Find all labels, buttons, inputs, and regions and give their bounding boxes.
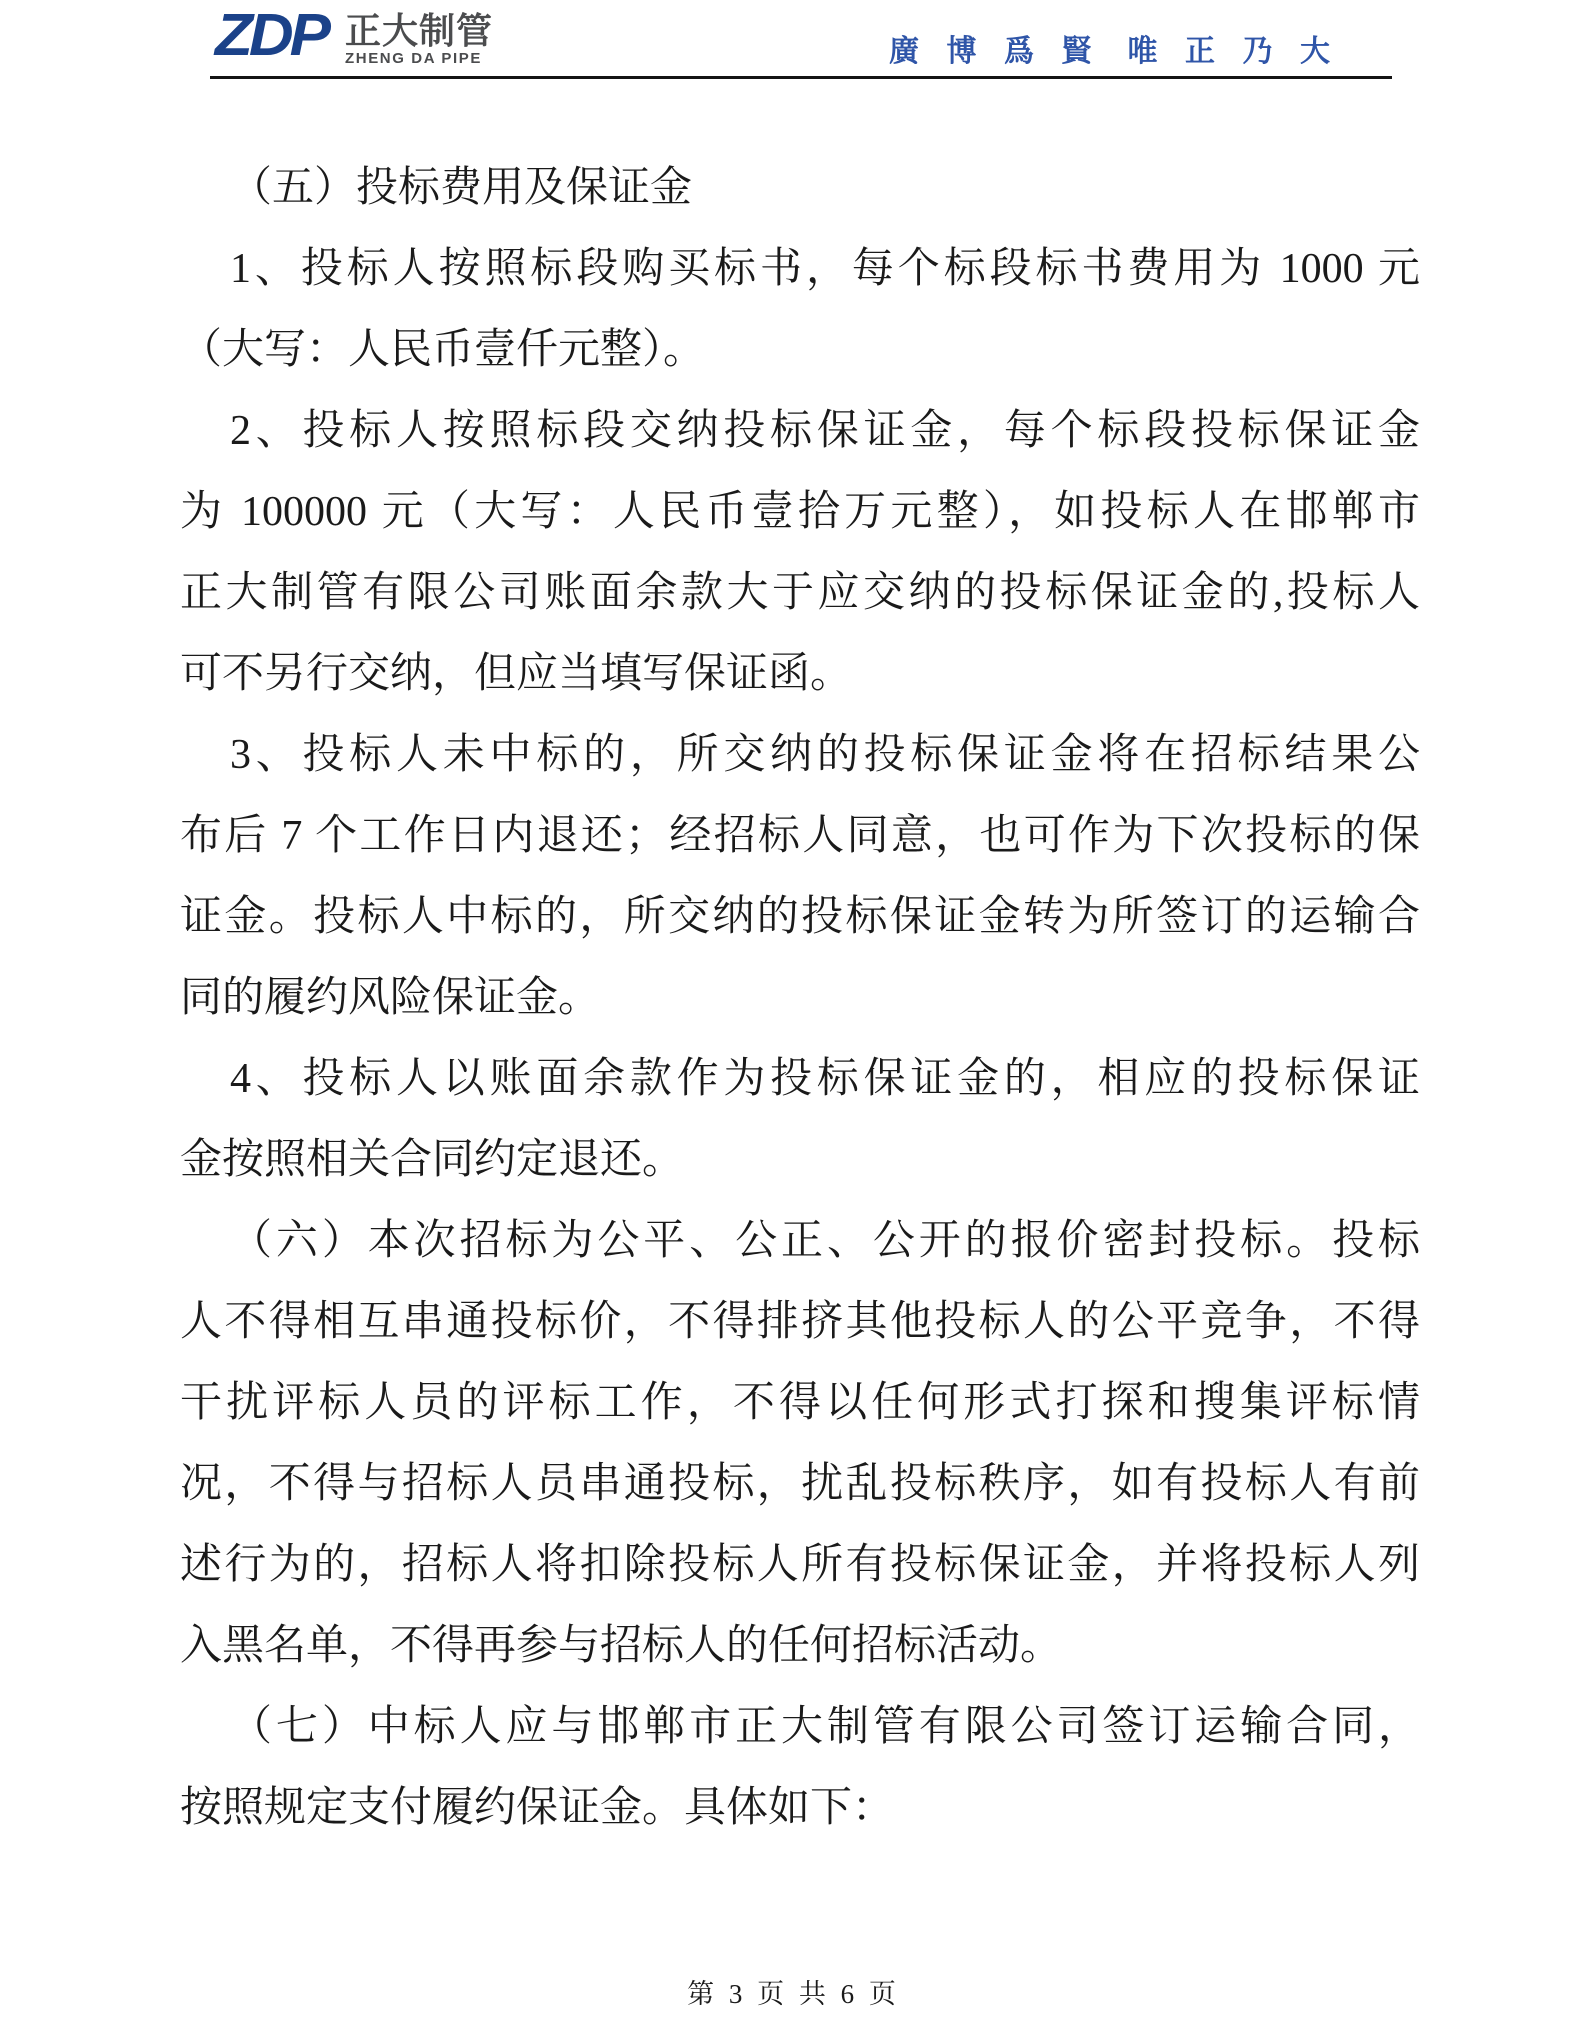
- document-line: （七）中标人应与邯郸市正大制管有限公司签订运输合同，: [230, 1704, 1420, 1750]
- header-divider-line: [210, 76, 1392, 79]
- document-body-text: [180, 148, 1420, 1849]
- document-line: 干扰评标人员的评标工作，不得以任何形式打探和搜集评标情: [180, 1380, 1420, 1426]
- page-number: 第 3 页 共 6 页: [687, 1979, 900, 2009]
- logo-company-name-en: ZHENG DA PIPE: [345, 50, 482, 67]
- document-line: 可不另行交纳，但应当填写保证函。: [180, 651, 853, 697]
- document-line: （五）投标费用及保证金: [230, 165, 693, 211]
- logo-names: [345, 8, 493, 67]
- document-line: 证金。投标人中标的，所交纳的投标保证金转为所签订的运输合: [180, 894, 1420, 940]
- document-line: 述行为的，招标人将扣除投标人所有投标保证金，并将投标人列: [180, 1542, 1420, 1588]
- document-line: 4、投标人以账面余款作为投标保证金的，相应的投标保证: [230, 1056, 1420, 1102]
- document-line: 入黑名单，不得再参与招标人的任何招标活动。: [180, 1623, 1063, 1669]
- document-line: 1、投标人按照标段购买标书，每个标段标书费用为 1000 元: [230, 246, 1420, 292]
- document-line: 正大制管有限公司账面余款大于应交纳的投标保证金的,投标人: [180, 570, 1420, 616]
- slogan-part-1: 廣 博 爲 賢: [889, 35, 1102, 68]
- page-footer: [0, 1972, 1587, 2011]
- logo-zdp-mark: ZDP: [215, 2, 327, 69]
- document-line: 2、投标人按照标段交纳投标保证金，每个标段投标保证金: [230, 408, 1420, 454]
- document-line: 同的履约风险保证金。: [180, 975, 601, 1021]
- document-line: （六）本次招标为公平、公正、公开的报价密封投标。投标: [230, 1218, 1420, 1264]
- company-slogan: [889, 26, 1340, 70]
- document-line: 况，不得与招标人员串通投标，扰乱投标秩序，如有投标人有前: [180, 1461, 1420, 1507]
- document-line: 人不得相互串通投标价，不得排挤其他投标人的公平竞争，不得: [180, 1299, 1420, 1345]
- document-line: （大写：人民币壹仟元整）。: [180, 327, 706, 373]
- document-header: [0, 0, 1587, 90]
- company-logo: [215, 2, 494, 69]
- document-line: 3、投标人未中标的，所交纳的投标保证金将在招标结果公: [230, 732, 1420, 778]
- document-line: 布后 7 个工作日内退还；经招标人同意，也可作为下次投标的保: [180, 813, 1420, 859]
- document-line: 金按照相关合同约定退还。: [180, 1137, 685, 1183]
- document-line: 为 100000 元（大写：人民币壹拾万元整），如投标人在邯郸市: [180, 489, 1420, 535]
- logo-company-name-cn: 正大制管: [345, 10, 494, 51]
- slogan-part-2: 唯 正 乃 大: [1127, 35, 1340, 68]
- document-line: 按照规定支付履约保证金。具体如下：: [180, 1785, 895, 1831]
